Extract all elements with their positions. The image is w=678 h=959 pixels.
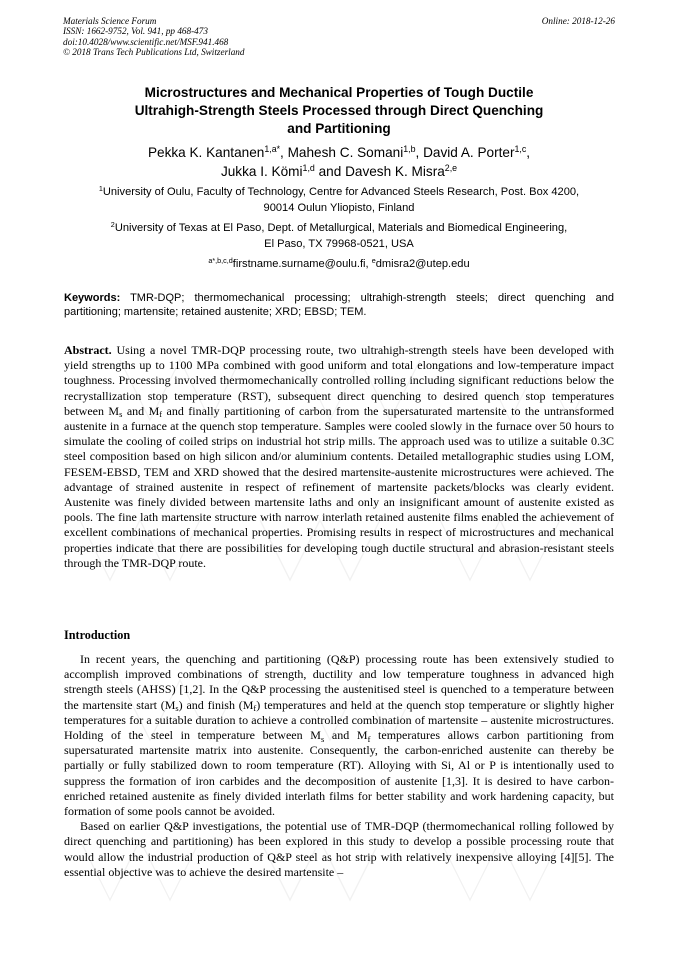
author-porter-affil: 1,c [514,144,527,155]
introduction-paragraph-1: In recent years, the quenching and partitioning (Q&P) processing route has been extensively studied to accomplish improved combinations of strength, ductility and low temperature toughness in advanced high strength steels (AHSS) [1,2]. In the Q&P processing the austenitised steel is quenched to a temperature between the martensite start $(M_s)$ and finish $(M_f)$ temperatures and held at the quench stop temperature or slightly higher temperatures for a suitable duration to achieve a controlled combination of martensite – austenite microstructures. Holding of the steel in temperature between $M_s$ and $M_f$ temperatures allows carbon partitioning from supersaturated martensite matrix into austenite. Consequently, the carbon-enriched austenite can thereby be partially or fully stabilized down to room temperature (RT). Alloying with Si, Al or P is intentionally used to suppress the formation of iron carbides and the decomposition of austenite [1,3]. It is desired to have carbon-enriched retained austenite as finely divided interlath films for better stability and work hardening capacity, but formation of some pools cannot be avoided. [64,652,615,819]
introduction-paragraph-2: Based on earlier Q&P investigations, the potential use of TMR-DQP (thermomechanical rolling followed by direct quenching and partitioning) has been explored in this study to develop a possible processing route that would allow the industrial production of Q&P steel as hot strip with relatively inexpensive alloying [4][5]. The essential objective was to achieve the desired martensite – [64,819,614,879]
title-line-1: Microstructures and Mechanical Properties of Tough Ductile [144,85,534,100]
keywords-block [64,291,614,320]
affiliation-2 [60,220,618,252]
author-kantanen-affil: 1,a* [264,144,281,155]
abstract-text-1: Using a novel TMR-DQP processing route, two ultrahigh-strength steels have been developed with yield strengths up to 1100 MPa combined with good uniform and total elongations and low-temperature impact toughness. Processing involved thermomechanically controlled rolling including significant reductions below the recrystallization stop temperature (RST), subsequent direct quenching to desired quench stop temperatures between M [64,343,614,418]
affiliation-2-number: 2 [110,220,115,230]
introduction-heading: Introduction [64,628,131,642]
affiliation-1-line-2: 90014 Oulun Yliopisto, Finland [263,202,415,214]
affiliation-2-line-1: University of Texas at El Paso, Dept. of Metallurgical, Materials and Biomedical Engineering, [114,222,568,234]
author-somani-affil: 1,b [403,144,416,155]
affiliation-1-number: 1 [98,184,103,194]
email-1[interactable]: firstname.surname@oulu.fi [232,258,366,270]
affiliation-2-line-2: El Paso, TX 79968-0521, USA [264,238,414,250]
author-misra-affil: 2,e [444,162,458,173]
abstract-label: Abstract. [64,343,112,357]
copyright-notice: © 2018 Trans Tech Publications Ltd, Switzerland [63,46,245,57]
author-porter: David A. Porter [423,145,515,160]
author-misra: Davesh K. Misra [345,163,445,179]
abstract-text-3: and finally partitioning of carbon from the supersaturated martensite to the untransformed austenite in a furnace at the quench stop temperature. Samples were cooled slowly in the furnace over 50 hours to simulate the cooling of coiled strips on industrial hot strip mills. The approach used was to utilize a suitable 0.3C steel composition based on high silicon and/or aluminium contents. Detailed metallographic studies using LOM, FESEM-EBSD, TEM and XRD showed that the desired martensite-austenite microstructures were achieved. The advantage of strained austenite in respect of refinement of martensite packets/blocks was clearly evident. Austenite was finely divided between martensite laths and only an insignificant amount of austenite existed as pools. The fine lath martensite structure with narrow interlath retained austenite films enabled the achievement of excellent combinations of mechanical properties. Promising results in respect of microstructures and mechanical properties indicate that there are possibilities for developing tough ductile structural and abrasion-resistant steels through the TMR-DQP route. [64,403,615,570]
abstract-text-2: and M [126,403,160,418]
author-line-1: Pekka K. Kantanen$^{1,a*}$, Mahesh C. Somani$^{1,b}$, David A. Porter$^{1,c}$, [147,144,531,160]
affiliation-1-line-1: University of Oulu, Faculty of Technology, Centre for Advanced Steels Research, Post. Box 4200, [102,186,580,198]
email-2-marks: e [371,256,376,266]
introduction-body [64,652,614,880]
author-list [60,144,618,181]
abstract [64,343,614,571]
author-line-2 [60,163,618,182]
journal-issn: ISSN: 1662-9752, Vol. 941, pp 468-473 [63,26,208,37]
author-kantanen: Pekka K. Kantanen [147,145,265,160]
title-line-2: Ultrahigh-Strength Steels Processed through Direct Quenching [134,103,544,118]
abstract-sub-s: s [119,410,123,420]
contact-emails: $^{a*,b,c,d}$firstname.surname@oulu.fi, $^e$dmisra2@utep.edu [208,256,470,270]
paper-title [60,84,618,138]
abstract-sub-f: f [159,410,163,420]
email-2[interactable]: dmisra2@utep.edu [375,258,470,270]
author-somani: Mahesh C. Somani [287,145,404,160]
author-komi: Jukka I. Kömi [220,163,303,179]
article-doi[interactable]: doi:10.4028/www.scientific.net/MSF.941.468 [63,36,229,47]
email-1-marks: a*,b,c,d [208,256,233,266]
journal-name: Materials Science Forum [63,16,157,26]
online-date: Online: 2018-12-26 [541,16,615,26]
keywords-label: Keywords: [64,292,121,304]
title-line-3: and Partitioning [287,121,391,136]
affiliation-1 [60,184,618,216]
author-conjunction: and [318,163,342,179]
author-komi-affil: 1,d [302,162,315,173]
keywords-text: TMR-DQP; thermomechanical processing; ultrahigh-strength steels; direct quenching and partitioning; martensite; retained austenite; XRD; EBSD; TEM. [64,292,614,319]
journal-header [63,16,423,57]
